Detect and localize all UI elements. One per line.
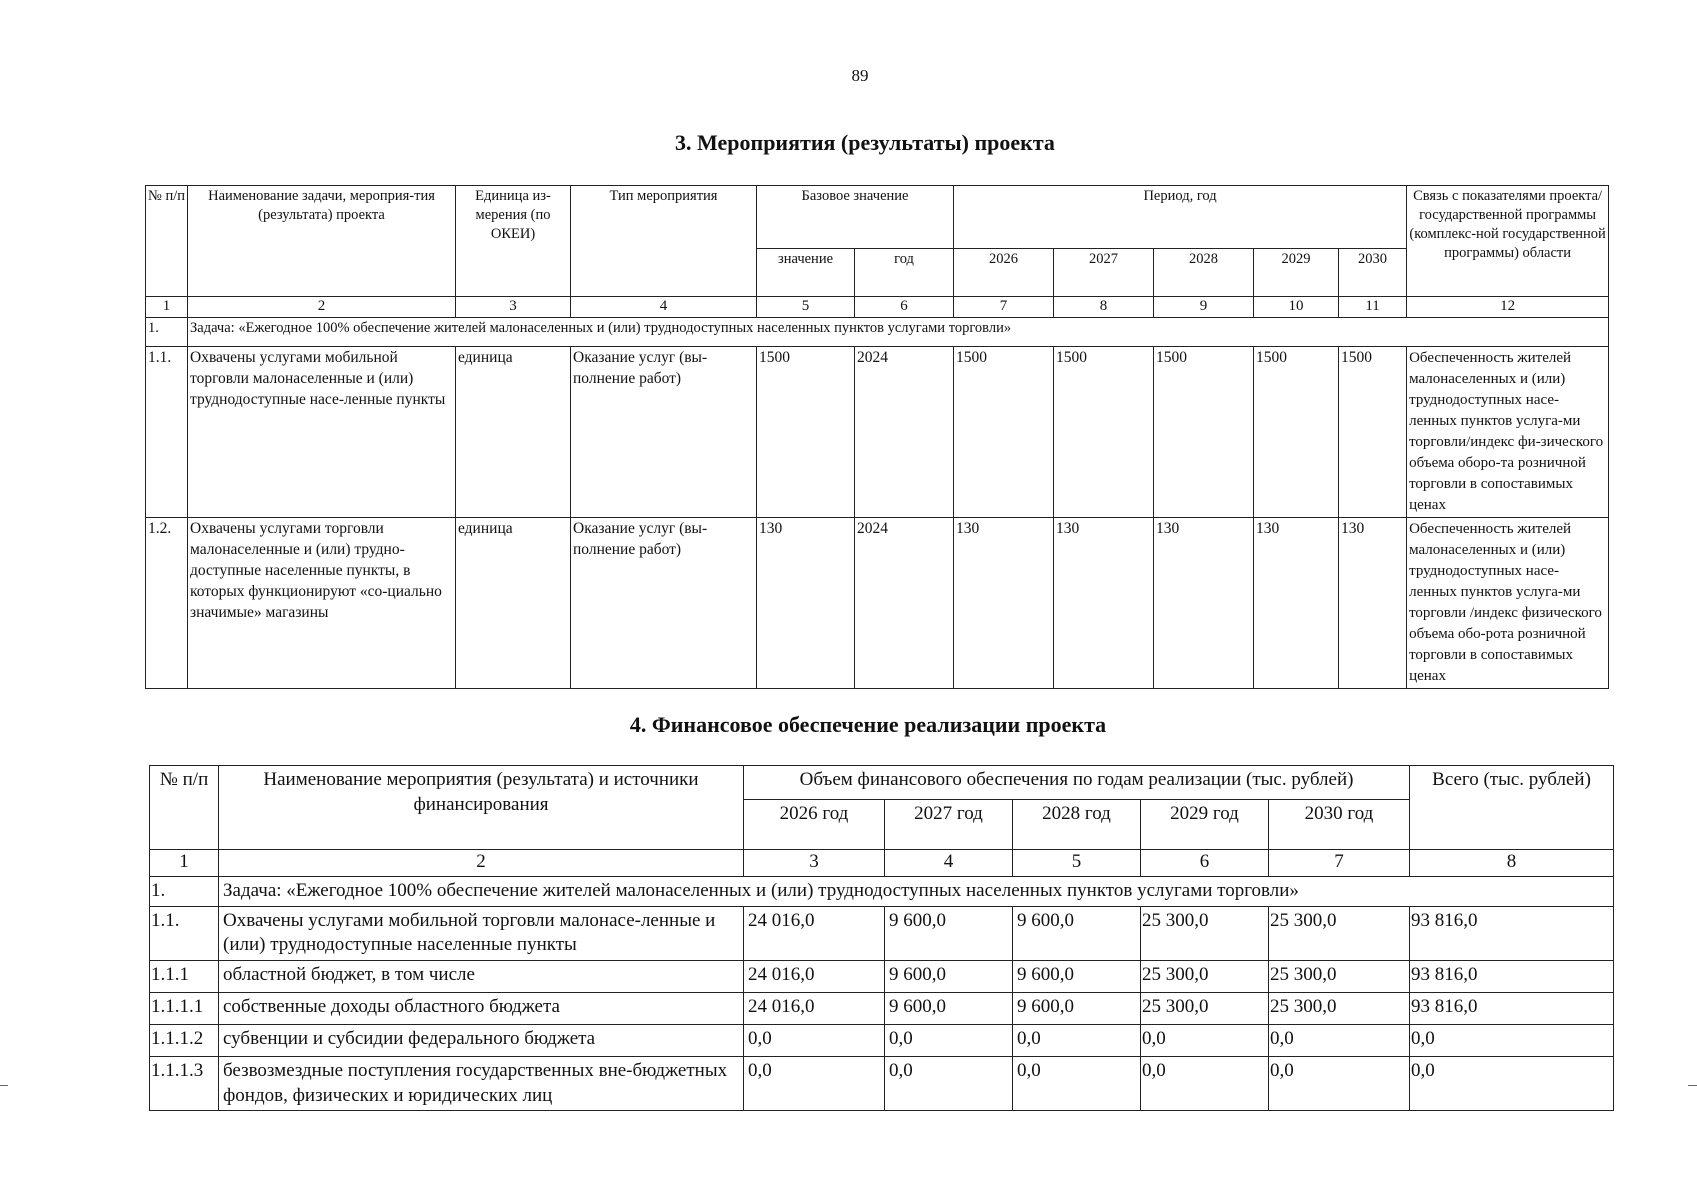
row-value: 0,0	[1141, 1057, 1269, 1111]
header-unit: Единица из-мерения (по ОКЕИ)	[456, 186, 571, 297]
task-num: 1.	[146, 318, 188, 347]
row-name: областной бюджет, в том числе	[219, 961, 744, 993]
column-number: 4	[571, 297, 757, 318]
row-total: 93 816,0	[1410, 961, 1614, 993]
scan-edge-mark	[0, 1085, 8, 1086]
row-name: Охвачены услугами торговли малонаселенные и (или) трудно-доступные населенные пункты, в которых функционируют «со-циально значимые» магазины	[188, 518, 456, 689]
row-value: 24 016,0	[744, 993, 885, 1025]
row-value: 25 300,0	[1269, 906, 1410, 960]
header-num: № п/п	[146, 186, 188, 297]
header-base: Базовое значение	[757, 186, 954, 249]
row-num: 1.1.1.2	[150, 1025, 219, 1057]
row-value: 9 600,0	[885, 961, 1013, 993]
row-value: 25 300,0	[1269, 961, 1410, 993]
table-row	[150, 993, 1614, 1025]
header-year: 2028 год	[1013, 800, 1141, 850]
row-year-value: 130	[1154, 518, 1254, 689]
section-4-title: 4. Финансовое обеспечение реализации проекта	[629, 712, 1107, 737]
row-year-value: 1500	[1254, 347, 1339, 518]
column-number: 10	[1254, 297, 1339, 318]
header-year: 2028	[1154, 249, 1254, 297]
header-year: 2030	[1339, 249, 1407, 297]
header-year: 2026	[954, 249, 1054, 297]
column-number: 2	[188, 297, 456, 318]
table-row	[146, 347, 1609, 518]
row-value: 0,0	[744, 1025, 885, 1057]
row-value: 9 600,0	[1013, 961, 1141, 993]
row-year-value: 130	[1054, 518, 1154, 689]
column-number: 9	[1154, 297, 1254, 318]
row-link: Обеспеченность жителей малонаселенных и (или) труднодоступных насе-ленных пунктов услуга-ми торговли /индекс физического объема обо-рота розничной торговли в сопоставимых ценах	[1407, 518, 1609, 689]
row-value: 0,0	[1269, 1057, 1410, 1111]
row-total: 93 816,0	[1410, 993, 1614, 1025]
header-type: Тип мероприятия	[571, 186, 757, 297]
header-num: № п/п	[150, 766, 219, 850]
header-year: 2027 год	[885, 800, 1013, 850]
row-total: 0,0	[1410, 1057, 1614, 1111]
column-number: 3	[744, 850, 885, 877]
column-number: 8	[1054, 297, 1154, 318]
row-value: 9 600,0	[885, 906, 1013, 960]
row-num: 1.1.1	[150, 961, 219, 993]
row-unit: единица	[456, 347, 571, 518]
header-period: Период, год	[954, 186, 1407, 249]
page-number: 89	[851, 66, 869, 85]
header-year: 2027	[1054, 249, 1154, 297]
table-row	[150, 906, 1614, 960]
column-number: 2	[219, 850, 744, 877]
header-year: 2029 год	[1141, 800, 1269, 850]
row-total: 0,0	[1410, 1025, 1614, 1057]
row-name: собственные доходы областного бюджета	[219, 993, 744, 1025]
task-text: Задача: «Ежегодное 100% обеспечение жителей малонаселенных и (или) труднодоступных населенных пунктов услугами торговли»	[219, 877, 1614, 907]
row-value: 9 600,0	[1013, 993, 1141, 1025]
row-year-value: 130	[954, 518, 1054, 689]
financing-table	[149, 765, 1614, 1111]
row-unit: единица	[456, 518, 571, 689]
row-type: Оказание услуг (вы-полнение работ)	[571, 518, 757, 689]
scan-edge-mark	[1688, 1085, 1697, 1086]
column-number: 8	[1410, 850, 1614, 877]
task-text: Задача: «Ежегодное 100% обеспечение жителей малонаселенных и (или) труднодоступных населенных пунктов услугами торговли»	[188, 318, 1609, 347]
row-year-value: 1500	[1054, 347, 1154, 518]
column-number: 7	[954, 297, 1054, 318]
column-number: 4	[885, 850, 1013, 877]
row-value: 24 016,0	[744, 961, 885, 993]
row-value: 25 300,0	[1141, 961, 1269, 993]
row-value: 0,0	[1013, 1025, 1141, 1057]
row-num: 1.1.1.1	[150, 993, 219, 1025]
row-value: 9 600,0	[1013, 906, 1141, 960]
section-3-title: 3. Мероприятия (результаты) проекта	[675, 130, 1055, 155]
row-value: 0,0	[1269, 1025, 1410, 1057]
column-number: 11	[1339, 297, 1407, 318]
row-name: Охвачены услугами мобильной торговли малонасе-ленные и (или) труднодоступные населенные пункты	[219, 906, 744, 960]
row-base-value: 130	[757, 518, 855, 689]
table-row	[150, 1025, 1614, 1057]
row-value: 24 016,0	[744, 906, 885, 960]
row-value: 0,0	[1013, 1057, 1141, 1111]
row-base-year: 2024	[855, 347, 954, 518]
column-number: 12	[1407, 297, 1609, 318]
events-table	[145, 185, 1609, 689]
row-year-value: 130	[1339, 518, 1407, 689]
header-year: 2029	[1254, 249, 1339, 297]
column-number: 5	[757, 297, 855, 318]
row-name: Охвачены услугами мобильной торговли малонаселенные и (или) труднодоступные насе-ленные пункты	[188, 347, 456, 518]
row-num: 1.2.	[146, 518, 188, 689]
row-value: 0,0	[1141, 1025, 1269, 1057]
row-year-value: 1500	[1339, 347, 1407, 518]
row-base-year: 2024	[855, 518, 954, 689]
column-number: 1	[150, 850, 219, 877]
row-base-value: 1500	[757, 347, 855, 518]
row-total: 93 816,0	[1410, 906, 1614, 960]
row-year-value: 1500	[1154, 347, 1254, 518]
row-value: 0,0	[885, 1057, 1013, 1111]
header-link: Связь с показателями проекта/государственной программы (комплекс-ной государственной программы) области	[1407, 186, 1609, 297]
table-row	[146, 518, 1609, 689]
row-value: 25 300,0	[1141, 993, 1269, 1025]
column-number: 3	[456, 297, 571, 318]
row-num: 1.1.	[150, 906, 219, 960]
header-year: 2026 год	[744, 800, 885, 850]
table-row	[150, 961, 1614, 993]
header-year: 2030 год	[1269, 800, 1410, 850]
row-type: Оказание услуг (вы-полнение работ)	[571, 347, 757, 518]
row-value: 25 300,0	[1269, 993, 1410, 1025]
row-name: безвозмездные поступления государственных вне-бюджетных фондов, физических и юридических лиц	[219, 1057, 744, 1111]
header-base-value: значение	[757, 249, 855, 297]
row-value: 0,0	[885, 1025, 1013, 1057]
row-num: 1.1.1.3	[150, 1057, 219, 1111]
header-volume: Объем финансового обеспечения по годам реализации (тыс. рублей)	[744, 766, 1410, 800]
table-row	[150, 1057, 1614, 1111]
column-number: 6	[855, 297, 954, 318]
header-base-year: год	[855, 249, 954, 297]
row-value: 0,0	[744, 1057, 885, 1111]
row-link: Обеспеченность жителей малонаселенных и (или) труднодоступных насе-ленных пунктов услуга-ми торговли/индекс фи-зического объема оборо-та розничной торговли в сопоставимых ценах	[1407, 347, 1609, 518]
row-num: 1.1.	[146, 347, 188, 518]
row-year-value: 130	[1254, 518, 1339, 689]
header-name: Наименование мероприятия (результата) и источники финансирования	[219, 766, 744, 850]
row-value: 9 600,0	[885, 993, 1013, 1025]
header-total: Всего (тыс. рублей)	[1410, 766, 1614, 850]
column-number: 6	[1141, 850, 1269, 877]
row-value: 25 300,0	[1141, 906, 1269, 960]
column-number: 5	[1013, 850, 1141, 877]
task-num: 1.	[150, 877, 219, 907]
column-number: 1	[146, 297, 188, 318]
header-name: Наименование задачи, мероприя-тия (результата) проекта	[188, 186, 456, 297]
column-number: 7	[1269, 850, 1410, 877]
row-name: субвенции и субсидии федерального бюджета	[219, 1025, 744, 1057]
row-year-value: 1500	[954, 347, 1054, 518]
